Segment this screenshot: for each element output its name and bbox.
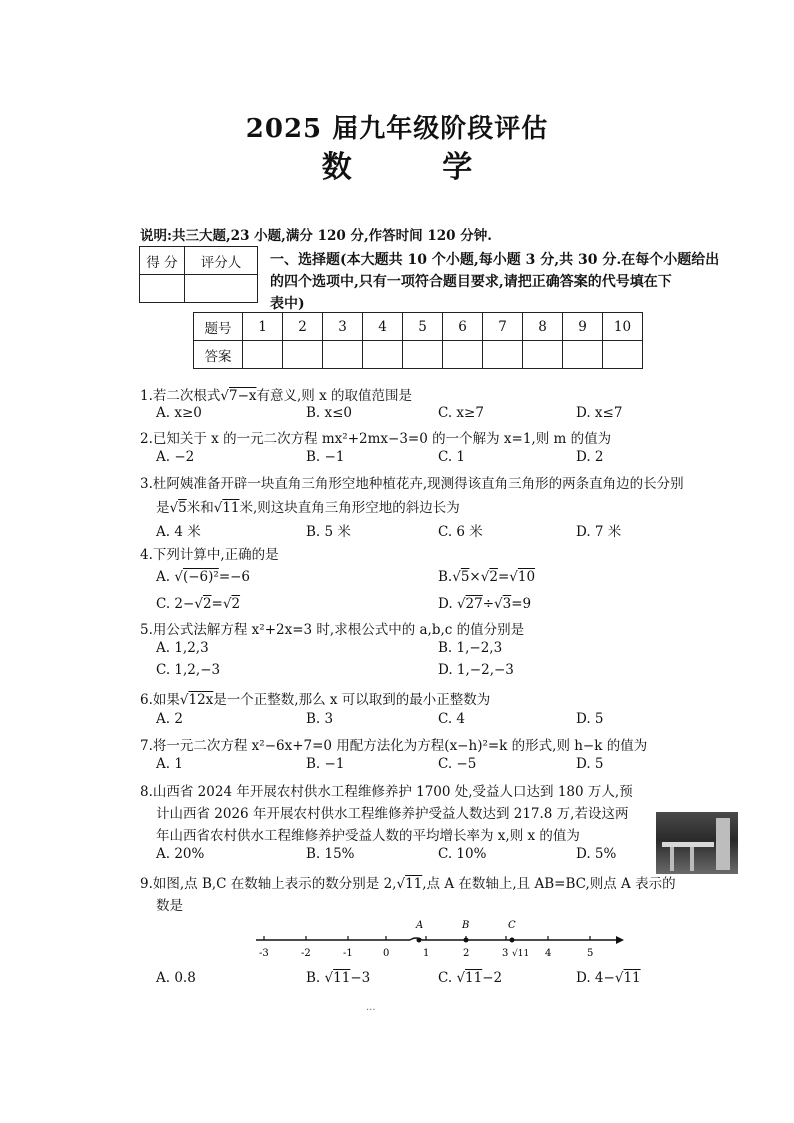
- question-9-line2: 数是: [156, 898, 183, 914]
- question-9-line1: 9.如图,点 B,C 在数轴上表示的数分别是 2,√11,点 A 在数轴上,且 AB=BC,则点 A 表示的: [140, 876, 676, 892]
- question-3-line2: 是√5米和√11米,则这块直角三角形空地的斜边长为: [156, 500, 460, 516]
- q5-option-c: C. 1,2,−3: [156, 662, 221, 678]
- q9-option-d: D. 4−√11: [576, 970, 641, 986]
- q1-option-a: A. x≥0: [156, 405, 202, 421]
- q7-option-a: A. 1: [156, 756, 183, 772]
- q6-option-c: C. 4: [438, 711, 466, 727]
- answer-table-number: 4: [363, 313, 403, 341]
- tick-label: -2: [301, 948, 311, 959]
- q3-option-d: D. 7 米: [576, 524, 622, 540]
- tick-label: 2: [463, 948, 470, 959]
- question-1-stem: 1.若二次根式√7−x有意义,则 x 的取值范围是: [140, 388, 413, 404]
- score-cell[interactable]: [140, 275, 185, 303]
- q8-option-c: C. 10%: [438, 846, 487, 862]
- q3-option-a: A. 4 米: [156, 524, 201, 540]
- answer-table-number: 10: [603, 313, 643, 341]
- q1-option-c: C. x≥7: [438, 405, 484, 421]
- q8-option-d: D. 5%: [576, 846, 617, 862]
- q4-option-c: C. 2−√2=√2: [156, 596, 241, 612]
- tick-label: -1: [343, 948, 353, 959]
- q6-option-a: A. 2: [156, 711, 183, 727]
- section-1-line1: 一、选择题(本大题共 10 个小题,每小题 3 分,共 30 分.在每个小题给出: [270, 252, 720, 268]
- q4-option-a: A. √(−6)²=−6: [156, 569, 251, 585]
- q9-option-c: C. √11−2: [438, 970, 503, 986]
- answer-table-number-label: 题号: [194, 313, 243, 341]
- answer-cell[interactable]: [483, 341, 523, 369]
- page-footer-mark: ...: [366, 1002, 376, 1013]
- answer-cell[interactable]: [363, 341, 403, 369]
- q5-option-a: A. 1,2,3: [156, 640, 209, 656]
- q1-option-b: B. x≤0: [306, 405, 353, 421]
- answer-table-number: 6: [443, 313, 483, 341]
- question-8-line2: 计山西省 2026 年开展农村供水工程维修养护受益人数达到 217.8 万,若设这两: [156, 806, 629, 822]
- tick-label: 5: [587, 948, 594, 959]
- score-label: 得 分: [140, 247, 185, 275]
- answer-cell[interactable]: [403, 341, 443, 369]
- answer-cell[interactable]: [443, 341, 483, 369]
- water-project-photo: [656, 812, 738, 874]
- section-1-heading: [270, 249, 740, 315]
- number-line-arrow: [616, 936, 624, 944]
- question-4-stem: 4.下列计算中,正确的是: [140, 547, 279, 563]
- answer-table-number: 3: [323, 313, 363, 341]
- answer-table-number: 2: [283, 313, 323, 341]
- answer-cell[interactable]: [283, 341, 323, 369]
- question-2-stem: 2.已知关于 x 的一元二次方程 mx²+2mx−3=0 的一个解为 x=1,则 m 的值为: [140, 431, 612, 447]
- grader-cell[interactable]: [185, 275, 258, 303]
- instructions: 说明:共三大题,23 小题,满分 120 分,作答时间 120 分钟.: [140, 228, 492, 244]
- question-3-line1: 3.杜阿姨准备开辟一块直角三角形空地种植花卉,现测得该直角三角形的两条直角边的长分别: [140, 476, 684, 492]
- answer-table-number: 1: [243, 313, 283, 341]
- question-8-line1: 8.山西省 2024 年开展农村供水工程维修养护 1700 处,受益人口达到 180 万人,预: [140, 784, 633, 800]
- q4-option-b: B.√5×√2=√10: [438, 569, 536, 585]
- answer-cell[interactable]: [523, 341, 563, 369]
- tick-label: 1: [423, 948, 430, 959]
- q2-option-b: B. −1: [306, 449, 345, 465]
- question-7-stem: 7.将一元二次方程 x²−6x+7=0 用配方法化为方程(x−h)²=k 的形式,则 h−k 的值为: [140, 738, 648, 754]
- answer-table: [193, 312, 643, 369]
- question-8-line3: 年山西省农村供水工程维修养护受益人数的平均增长率为 x,则 x 的值为: [156, 828, 580, 844]
- answer-cell[interactable]: [323, 341, 363, 369]
- question-6-stem: 6.如果√12x是一个正整数,那么 x 可以取到的最小正整数为: [140, 692, 491, 708]
- q5-option-b: B. 1,−2,3: [438, 640, 503, 656]
- answer-table-number: 7: [483, 313, 523, 341]
- point-a-label: A: [416, 920, 424, 931]
- answer-cell[interactable]: [603, 341, 643, 369]
- tick-label: 3: [502, 948, 509, 959]
- point-c-label: C: [508, 920, 516, 931]
- point-b-dot: [464, 938, 469, 943]
- grader-label: 评分人: [185, 247, 258, 275]
- q1-option-d: D. x≤7: [576, 405, 623, 421]
- tick-label: 4: [545, 948, 552, 959]
- q7-option-c: C. −5: [438, 756, 477, 772]
- answer-table-answer-label: 答案: [194, 341, 243, 369]
- tick-label: 0: [383, 948, 390, 959]
- score-box: [139, 246, 258, 303]
- q8-option-b: B. 15%: [306, 846, 355, 862]
- exam-title: 2025 届九年级阶段评估: [245, 114, 549, 144]
- q3-option-c: C. 6 米: [438, 524, 483, 540]
- section-1-line3: 表中): [270, 296, 305, 312]
- q6-option-d: D. 5: [576, 711, 604, 727]
- q7-option-d: D. 5: [576, 756, 604, 772]
- answer-table-number: 9: [563, 313, 603, 341]
- answer-cell[interactable]: [243, 341, 283, 369]
- q6-option-b: B. 3: [306, 711, 334, 727]
- point-b-label: B: [462, 920, 470, 931]
- point-c-dot: [510, 938, 515, 943]
- q2-option-a: A. −2: [156, 449, 195, 465]
- number-line-figure: [250, 912, 630, 964]
- subject-title: 数 学: [321, 150, 513, 185]
- c-value-label: √11: [512, 949, 530, 959]
- answer-table-number: 5: [403, 313, 443, 341]
- q2-option-c: C. 1: [438, 449, 466, 465]
- q2-option-d: D. 2: [576, 449, 604, 465]
- q4-option-d: D. √27÷√3=9: [438, 596, 532, 612]
- q7-option-b: B. −1: [306, 756, 345, 772]
- answer-table-number: 8: [523, 313, 563, 341]
- q5-option-d: D. 1,−2,−3: [438, 662, 514, 678]
- section-1-line2: 的四个选项中,只有一项符合题目要求,请把正确答案的代号填在下: [270, 274, 672, 290]
- point-a-dot: [417, 938, 422, 943]
- q9-option-b: B. √11−3: [306, 970, 371, 986]
- question-5-stem: 5.用公式法解方程 x²+2x=3 时,求根公式中的 a,b,c 的值分别是: [140, 622, 525, 638]
- q9-option-a: A. 0.8: [156, 970, 196, 986]
- tick-label: -3: [259, 948, 269, 959]
- answer-cell[interactable]: [563, 341, 603, 369]
- q8-option-a: A. 20%: [156, 846, 205, 862]
- q3-option-b: B. 5 米: [306, 524, 351, 540]
